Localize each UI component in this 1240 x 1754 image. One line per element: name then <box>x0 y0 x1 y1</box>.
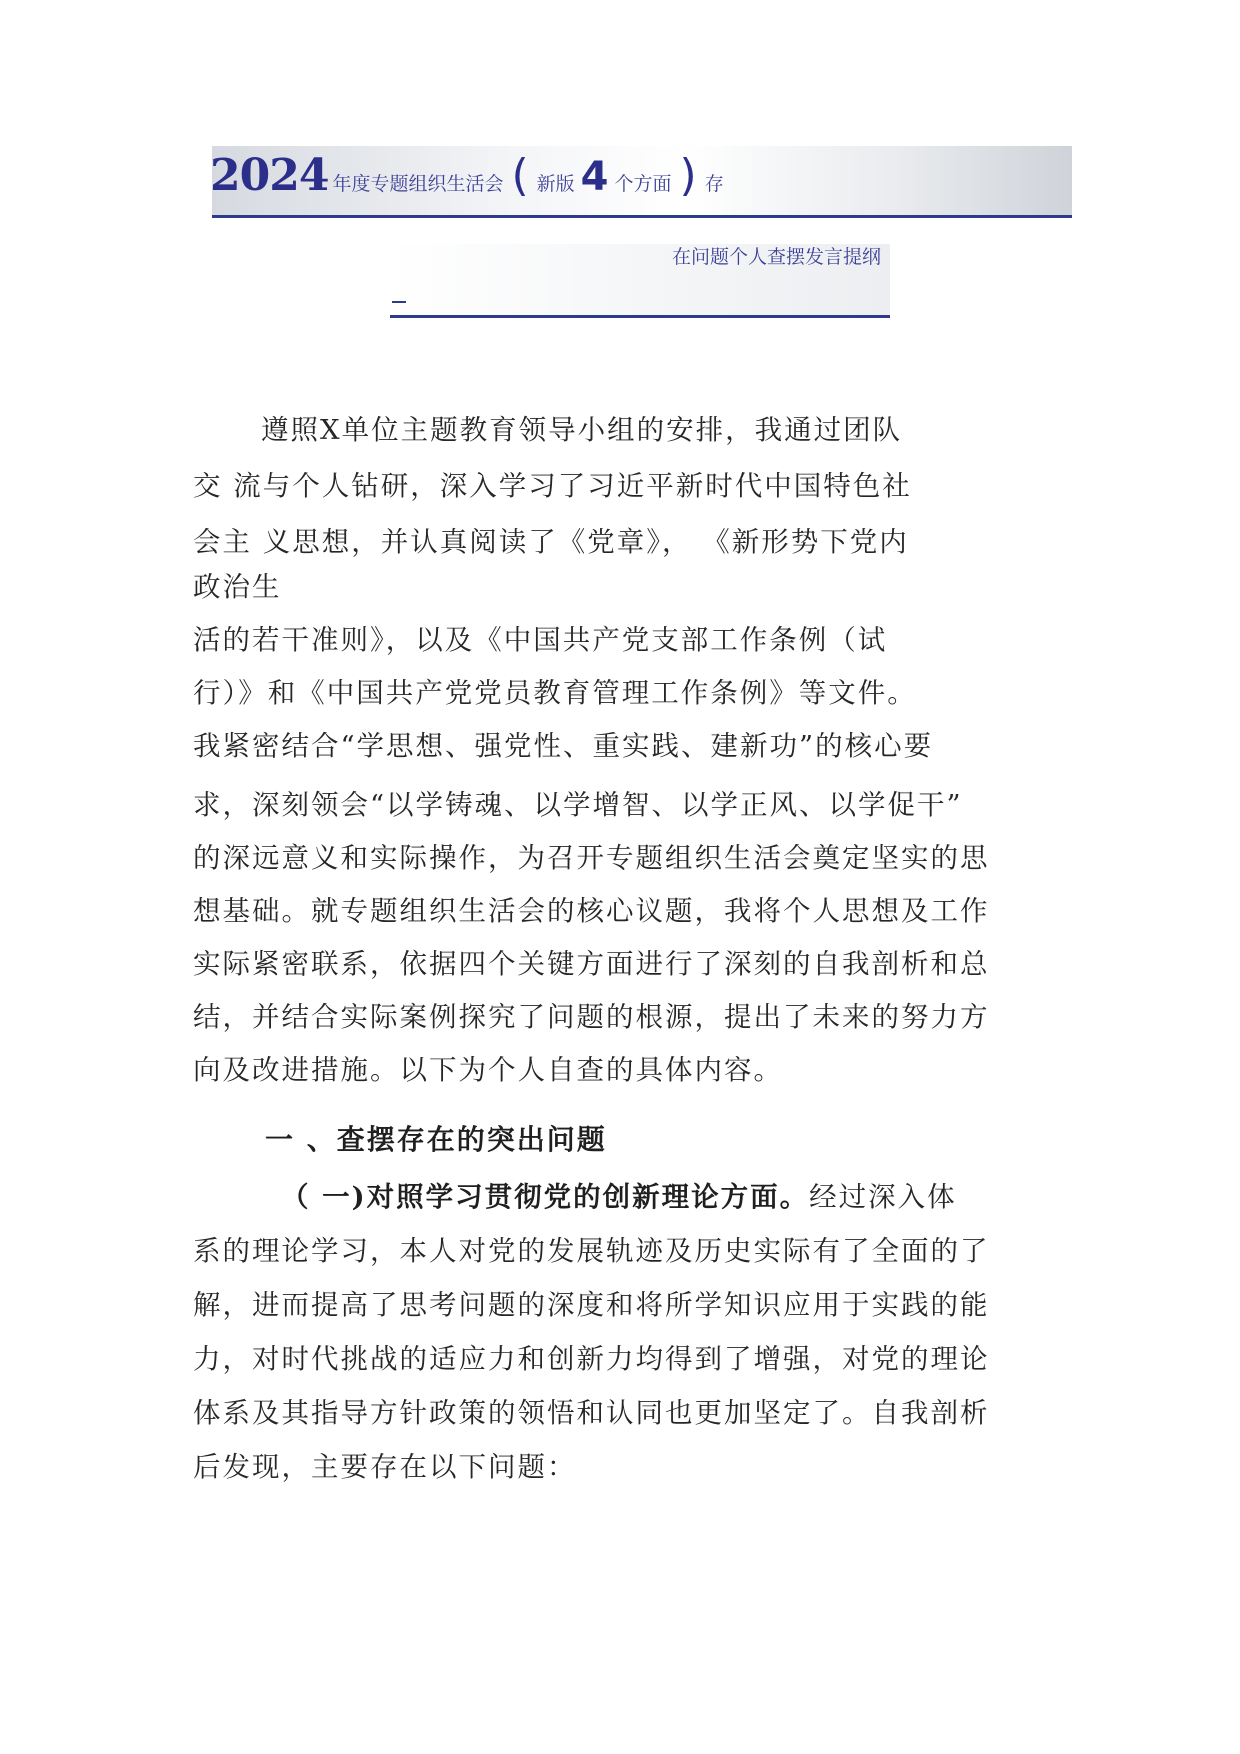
document-title-line2: 在问题个人查摆发言提纲 <box>672 246 882 268</box>
intro-line: 结，并结合实际案例探究了问题的根源，提出了未来的努力方 <box>193 1001 990 1033</box>
section1-line: 力，对时代挑战的适应力和创新力均得到了增强，对党的理论 <box>193 1343 990 1375</box>
section1-paragraph <box>193 1170 1043 1494</box>
title-year: 2024 <box>210 150 329 201</box>
intro-line: 求，深刻领会“以学铸魂、以学增智、以学正风、以学促干” <box>193 789 963 821</box>
section1-line: 后发现，主要存在以下问题： <box>193 1451 577 1483</box>
banner-dash <box>392 301 406 303</box>
title-part2: 新版 <box>536 173 575 195</box>
section-heading-1: 一 、查摆存在的突出问题 <box>265 1123 607 1156</box>
section1-lead: （ 一)对照学习贯彻党的创新理论方面。 <box>281 1181 810 1213</box>
intro-line: 的深远意义和实际操作，为召开专题组织生活会奠定坚实的思 <box>193 842 990 874</box>
intro-line: 交 流与个人钻研，深入学习了习近平新时代中国特色社 <box>193 470 912 502</box>
title-paren-close: ) <box>679 150 697 201</box>
title-part1: 年度专题组织生活会 <box>332 173 504 195</box>
intro-line: 会主 义思想，并认真阅读了《党章》， 《新形势下党内 <box>193 526 909 558</box>
section1-first-line <box>193 1170 1043 1224</box>
section1-first-rest: 经过深入体 <box>809 1181 957 1213</box>
title-part3: 个方面 <box>614 173 672 195</box>
intro-line: 向及改进措施。以下为个人自查的具体内容。 <box>193 1054 783 1086</box>
document-title-line1 <box>210 150 728 210</box>
title-paren-open: ( <box>511 150 529 201</box>
intro-line: 政治生 <box>193 571 282 603</box>
intro-paragraph <box>193 404 1043 1097</box>
intro-line: 遵照X单位主题教育领导小组的安排，我通过团队 <box>261 414 903 446</box>
section1-line: 体系及其指导方针政策的领悟和认同也更加坚定了。自我剖析 <box>193 1397 990 1429</box>
intro-line: 想基础。就专题组织生活会的核心议题，我将个人思想及工作 <box>193 895 990 927</box>
intro-line: 实际紧密联系，依据四个关键方面进行了深刻的自我剖析和总 <box>193 948 990 980</box>
title-number: 4 <box>580 154 609 200</box>
section1-line: 解，进而提高了思考问题的深度和将所学知识应用于实践的能 <box>193 1289 990 1321</box>
section1-line: 系的理论学习，本人对党的发展轨迹及历史实际有了全面的了 <box>193 1235 990 1267</box>
intro-line: 活的若干准则》，以及《中国共产党支部工作条例（试 <box>193 624 888 656</box>
title-part4: 存 <box>704 173 724 195</box>
intro-line: 行）》和《中国共产党党员教育管理工作条例》等文件。 <box>193 677 917 709</box>
intro-line: 我紧密结合“学思想、强党性、重实践、建新功”的核心要 <box>193 730 934 762</box>
